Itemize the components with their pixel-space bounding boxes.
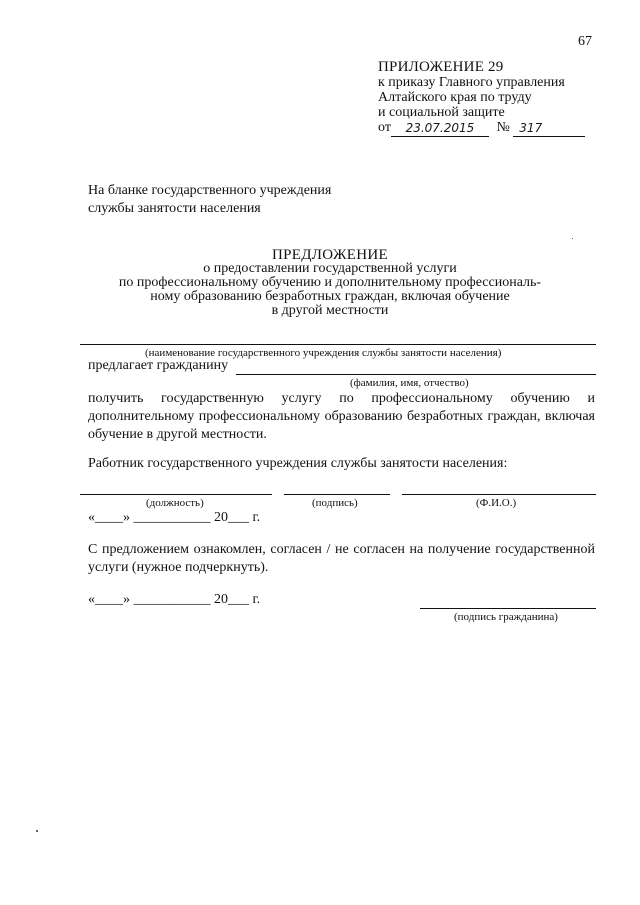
document-title-line-4: в другой местности bbox=[271, 303, 389, 318]
letterhead-line-1: На бланке государственного учреждения bbox=[88, 183, 332, 198]
handwritten-date: 23.07.2015 bbox=[405, 121, 475, 135]
institution-name-line[interactable] bbox=[80, 344, 596, 345]
document-title bbox=[100, 248, 560, 318]
date-line-1[interactable]: «____» ___________ 20___ г. bbox=[88, 510, 261, 525]
date-line-2[interactable]: «____» ___________ 20___ г. bbox=[88, 592, 261, 607]
name-caption: (фамилия, имя, отчество) bbox=[350, 377, 469, 389]
number-prefix: № bbox=[496, 120, 510, 135]
appendix-line-3: и социальной защите bbox=[378, 105, 505, 120]
position-line[interactable] bbox=[80, 494, 272, 495]
appendix-header bbox=[378, 60, 585, 136]
appendix-line-1: к приказу Главного управления bbox=[378, 75, 565, 90]
worker-label: Работник государственного учреждения службы занятости населения: bbox=[88, 456, 508, 471]
letterhead-line-2: службы занятости населения bbox=[88, 201, 261, 216]
acquainted-text: С предложением ознакомлен, согласен / не согласен на получение государственной услуги (нужное подчеркнуть). bbox=[88, 542, 595, 575]
citizen-name-line[interactable] bbox=[236, 374, 596, 375]
fio-line[interactable] bbox=[402, 494, 596, 495]
scan-speck bbox=[572, 238, 573, 239]
citizen-signature-line[interactable] bbox=[420, 608, 596, 609]
page-number: 67 bbox=[578, 34, 592, 49]
document-title-line-3: ному образованию безработных граждан, включая обучение bbox=[150, 289, 510, 304]
signature-caption: (подпись) bbox=[312, 497, 358, 509]
appendix-title: ПРИЛОЖЕНИЕ 29 bbox=[378, 59, 504, 75]
institution-caption: (наименование государственного учреждения службы занятости населения) bbox=[145, 347, 502, 359]
offer-body-text: получить государственную услугу по профессиональному обучению и дополнительному профессиональному образованию безработных граждан, включая обучение в другой местности. bbox=[88, 391, 595, 442]
fio-caption: (Ф.И.О.) bbox=[476, 497, 517, 509]
document-title-heading: ПРЕДЛОЖЕНИЕ bbox=[272, 247, 388, 263]
document-title-line-1: о предоставлении государственной услуги bbox=[203, 261, 457, 276]
date-prefix: от bbox=[378, 120, 391, 135]
appendix-date-row bbox=[378, 120, 585, 136]
handwritten-number: 317 bbox=[519, 121, 543, 135]
citizen-signature-caption: (подпись гражданина) bbox=[454, 611, 558, 623]
signature-line[interactable] bbox=[284, 494, 390, 495]
document-title-line-2: по профессиональному обучению и дополнительному профессиональ- bbox=[118, 275, 542, 290]
offers-label: предлагает гражданину bbox=[88, 358, 229, 373]
scan-speck bbox=[36, 830, 38, 832]
position-caption: (должность) bbox=[146, 497, 204, 509]
letterhead-note bbox=[88, 182, 331, 218]
appendix-line-2: Алтайского края по труду bbox=[378, 90, 532, 105]
